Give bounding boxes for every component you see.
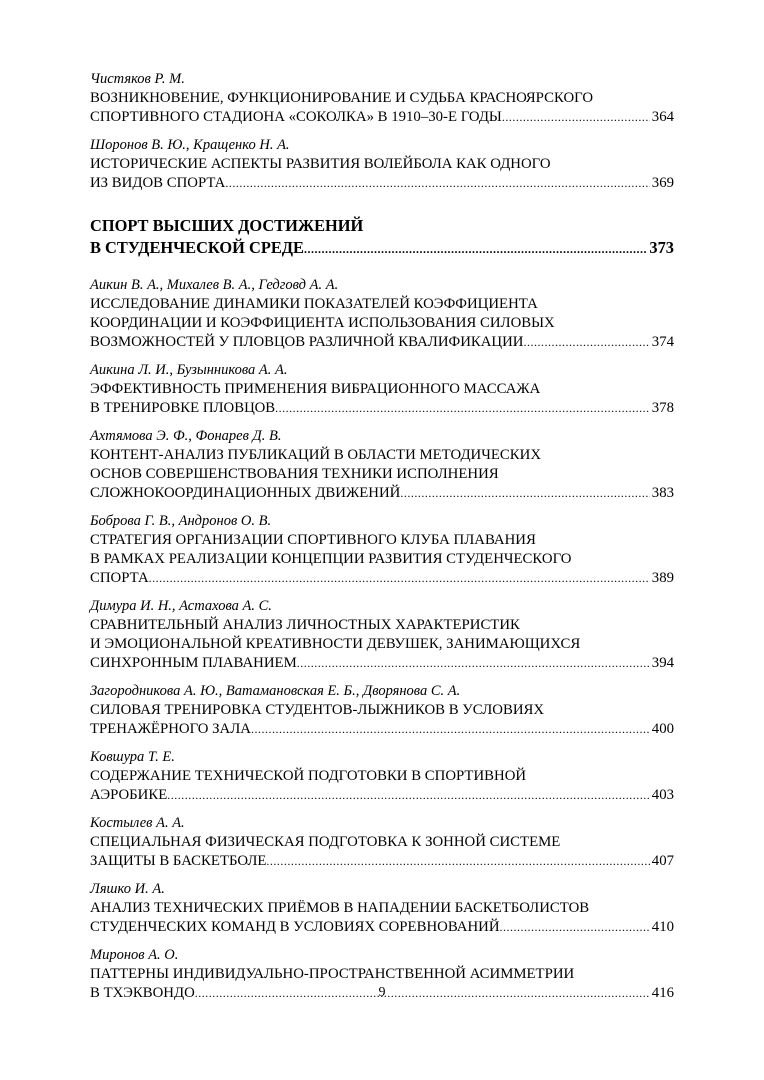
entry-title-line: СИЛОВАЯ ТРЕНИРОВКА СТУДЕНТОВ-ЛЫЖНИКОВ В УСЛОВИЯХ: [90, 702, 545, 718]
entry-title-line: ИЗ ВИДОВ СПОРТА: [90, 175, 226, 191]
section-heading: [90, 215, 674, 260]
entry-page-number: 369: [651, 175, 674, 191]
entry-page-number: 389: [651, 570, 674, 586]
entry-title-line: ЭФФЕКТИВНОСТЬ ПРИМЕНЕНИЯ ВИБРАЦИОННОГО МАССАЖА: [90, 381, 541, 397]
entry-authors: Шоронов В. Ю., Кращенко Н. А.: [90, 137, 290, 153]
leader-dots: [251, 720, 650, 739]
leader-dots: [304, 238, 647, 260]
entry-last-line: [90, 852, 674, 871]
entry-authors: Костылев А. А.: [90, 815, 185, 831]
section-title-line-2: [90, 237, 674, 260]
toc-entry: [90, 682, 674, 739]
entry-title-line: КООРДИНАЦИИ И КОЭФФИЦИЕНТА ИСПОЛЬЗОВАНИЯ СИЛОВЫХ: [90, 315, 555, 331]
entry-authors: Миронов А. О.: [90, 947, 179, 963]
toc-entry: [90, 136, 674, 193]
entry-title-line: В РАМКАХ РЕАЛИЗАЦИИ КОНЦЕПЦИИ РАЗВИТИЯ СТУДЕНЧЕСКОГО: [90, 551, 572, 567]
entry-title-line: ВОЗМОЖНОСТЕЙ У ПЛОВЦОВ РАЗЛИЧНОЙ КВАЛИФИКАЦИИ: [90, 334, 524, 350]
entry-title-line: СОДЕРЖАНИЕ ТЕХНИЧЕСКОЙ ПОДГОТОВКИ В СПОРТИВНОЙ: [90, 768, 527, 784]
entry-last-line: [90, 174, 674, 193]
toc-entry: [90, 512, 674, 588]
entry-authors: Аикин В. А., Михалев В. А., Гедговд А. А.: [90, 277, 339, 293]
toc-entry: [90, 70, 674, 127]
entry-title-line: ОСНОВ СОВЕРШЕНСТВОВАНИЯ ТЕХНИКИ ИСПОЛНЕНИЯ: [90, 466, 499, 482]
leader-dots: [225, 174, 649, 193]
entry-last-line: [90, 786, 674, 805]
entry-title-line: ПАТТЕРНЫ ИНДИВИДУАЛЬНО-ПРОСТРАНСТВЕННОЙ АСИММЕТРИИ: [90, 966, 575, 982]
entry-page-number: 364: [651, 109, 674, 125]
section-page-number: 373: [649, 238, 674, 257]
entry-page-number: 378: [651, 400, 674, 416]
entry-last-line: [90, 918, 674, 937]
entry-page-number: 403: [651, 787, 674, 803]
section-title-line-1: СПОРТ ВЫСШИХ ДОСТИЖЕНИЙ: [90, 216, 364, 235]
entry-page-number: 416: [651, 985, 674, 1001]
entry-title-line: СТУДЕНЧЕСКИХ КОМАНД В УСЛОВИЯХ СОРЕВНОВАНИЙ: [90, 919, 500, 935]
leader-dots: [502, 108, 650, 127]
entry-authors: Ляшко И. А.: [90, 881, 165, 897]
entry-last-line: [90, 108, 674, 127]
entry-page-number: 394: [651, 655, 674, 671]
section-title-text: В СТУДЕНЧЕСКОЙ СРЕДЕ: [90, 238, 304, 257]
entry-title-line: АНАЛИЗ ТЕХНИЧЕСКИХ ПРИЁМОВ В НАПАДЕНИИ БАСКЕТБОЛИСТОВ: [90, 900, 590, 916]
entry-authors: Ахтямова Э. Ф., Фонарев Д. В.: [90, 428, 282, 444]
toc-entry: [90, 361, 674, 418]
entry-title-line: И ЭМОЦИОНАЛЬНОЙ КРЕАТИВНОСТИ ДЕВУШЕК, ЗАНИМАЮЩИХСЯ: [90, 636, 581, 652]
page-number-footer: 9: [378, 985, 386, 1000]
toc-entries-before: [90, 70, 674, 193]
leader-dots: [500, 918, 650, 937]
entry-last-line: [90, 720, 674, 739]
entry-title-line: ИСТОРИЧЕСКИЕ АСПЕКТЫ РАЗВИТИЯ ВОЛЕЙБОЛА КАК ОДНОГО: [90, 156, 551, 172]
entry-authors: Боброва Г. В., Андронов О. В.: [90, 513, 272, 529]
entry-title-line: СПЕЦИАЛЬНАЯ ФИЗИЧЕСКАЯ ПОДГОТОВКА К ЗОННОЙ СИСТЕМЕ: [90, 834, 561, 850]
entry-title-line: СЛОЖНОКООРДИНАЦИОННЫХ ДВИЖЕНИЙ: [90, 485, 401, 501]
toc-entry: [90, 276, 674, 352]
entry-title-line: ВОЗНИКНОВЕНИЕ, ФУНКЦИОНИРОВАНИЕ И СУДЬБА КРАСНОЯРСКОГО: [90, 90, 594, 106]
entry-authors: Ковшура Т. Е.: [90, 749, 175, 765]
entry-title-line: В ТХЭКВОНДО: [90, 985, 195, 1001]
entry-title-line: СРАВНИТЕЛЬНЫЙ АНАЛИЗ ЛИЧНОСТНЫХ ХАРАКТЕРИСТИК: [90, 617, 520, 633]
entry-title-line: АЭРОБИКЕ: [90, 787, 168, 803]
entry-page-number: 400: [651, 721, 674, 737]
leader-dots: [266, 852, 649, 871]
entry-title-line: ТРЕНАЖЁРНОГО ЗАЛА: [90, 721, 251, 737]
entry-title-line: КОНТЕНТ-АНАЛИЗ ПУБЛИКАЦИЙ В ОБЛАСТИ МЕТОДИЧЕСКИХ: [90, 447, 542, 463]
entry-page-number: 410: [651, 919, 674, 935]
entry-title-line: СПОРТА: [90, 570, 149, 586]
entry-authors: Аикина Л. И., Бузынникова А. А.: [90, 362, 288, 378]
entry-title-line: СТРАТЕГИЯ ОРГАНИЗАЦИИ СПОРТИВНОГО КЛУБА ПЛАВАНИЯ: [90, 532, 536, 548]
entry-title-line: ИССЛЕДОВАНИЕ ДИНАМИКИ ПОКАЗАТЕЛЕЙ КОЭФФИЦИЕНТА: [90, 296, 538, 312]
entry-title-line: СПОРТИВНОГО СТАДИОНА «СОКОЛКА» В 1910–30-Е ГОДЫ: [90, 109, 502, 125]
entry-title-line: СИНХРОННЫМ ПЛАВАНИЕМ: [90, 655, 297, 671]
entry-authors: Чистяков Р. М.: [90, 71, 185, 87]
toc-entry: [90, 880, 674, 937]
leader-dots: [275, 399, 650, 418]
leader-dots: [297, 654, 650, 673]
leader-dots: [167, 786, 650, 805]
leader-dots: [400, 484, 649, 503]
leader-dots: [149, 569, 650, 588]
entry-authors: Загородникова А. Ю., Ватамановская Е. Б., Дворянова С. А.: [90, 683, 461, 699]
entry-title-line: В ТРЕНИРОВКЕ ПЛОВЦОВ: [90, 400, 276, 416]
entry-page-number: 407: [651, 853, 674, 869]
entry-authors: Димура И. Н., Астахова А. С.: [90, 598, 272, 614]
toc-entry: [90, 814, 674, 871]
leader-dots: [524, 333, 650, 352]
entry-last-line: [90, 569, 674, 588]
entry-last-line: [90, 484, 674, 503]
table-of-contents: [90, 70, 674, 1012]
toc-entry: [90, 748, 674, 805]
entry-page-number: 374: [651, 334, 674, 350]
entry-page-number: 383: [651, 485, 674, 501]
entry-title-line: ЗАЩИТЫ В БАСКЕТБОЛЕ: [90, 853, 267, 869]
entry-last-line: [90, 654, 674, 673]
entry-last-line: [90, 399, 674, 418]
toc-entry: [90, 427, 674, 503]
toc-entry: [90, 597, 674, 673]
entry-last-line: [90, 333, 674, 352]
toc-entries: [90, 276, 674, 1003]
